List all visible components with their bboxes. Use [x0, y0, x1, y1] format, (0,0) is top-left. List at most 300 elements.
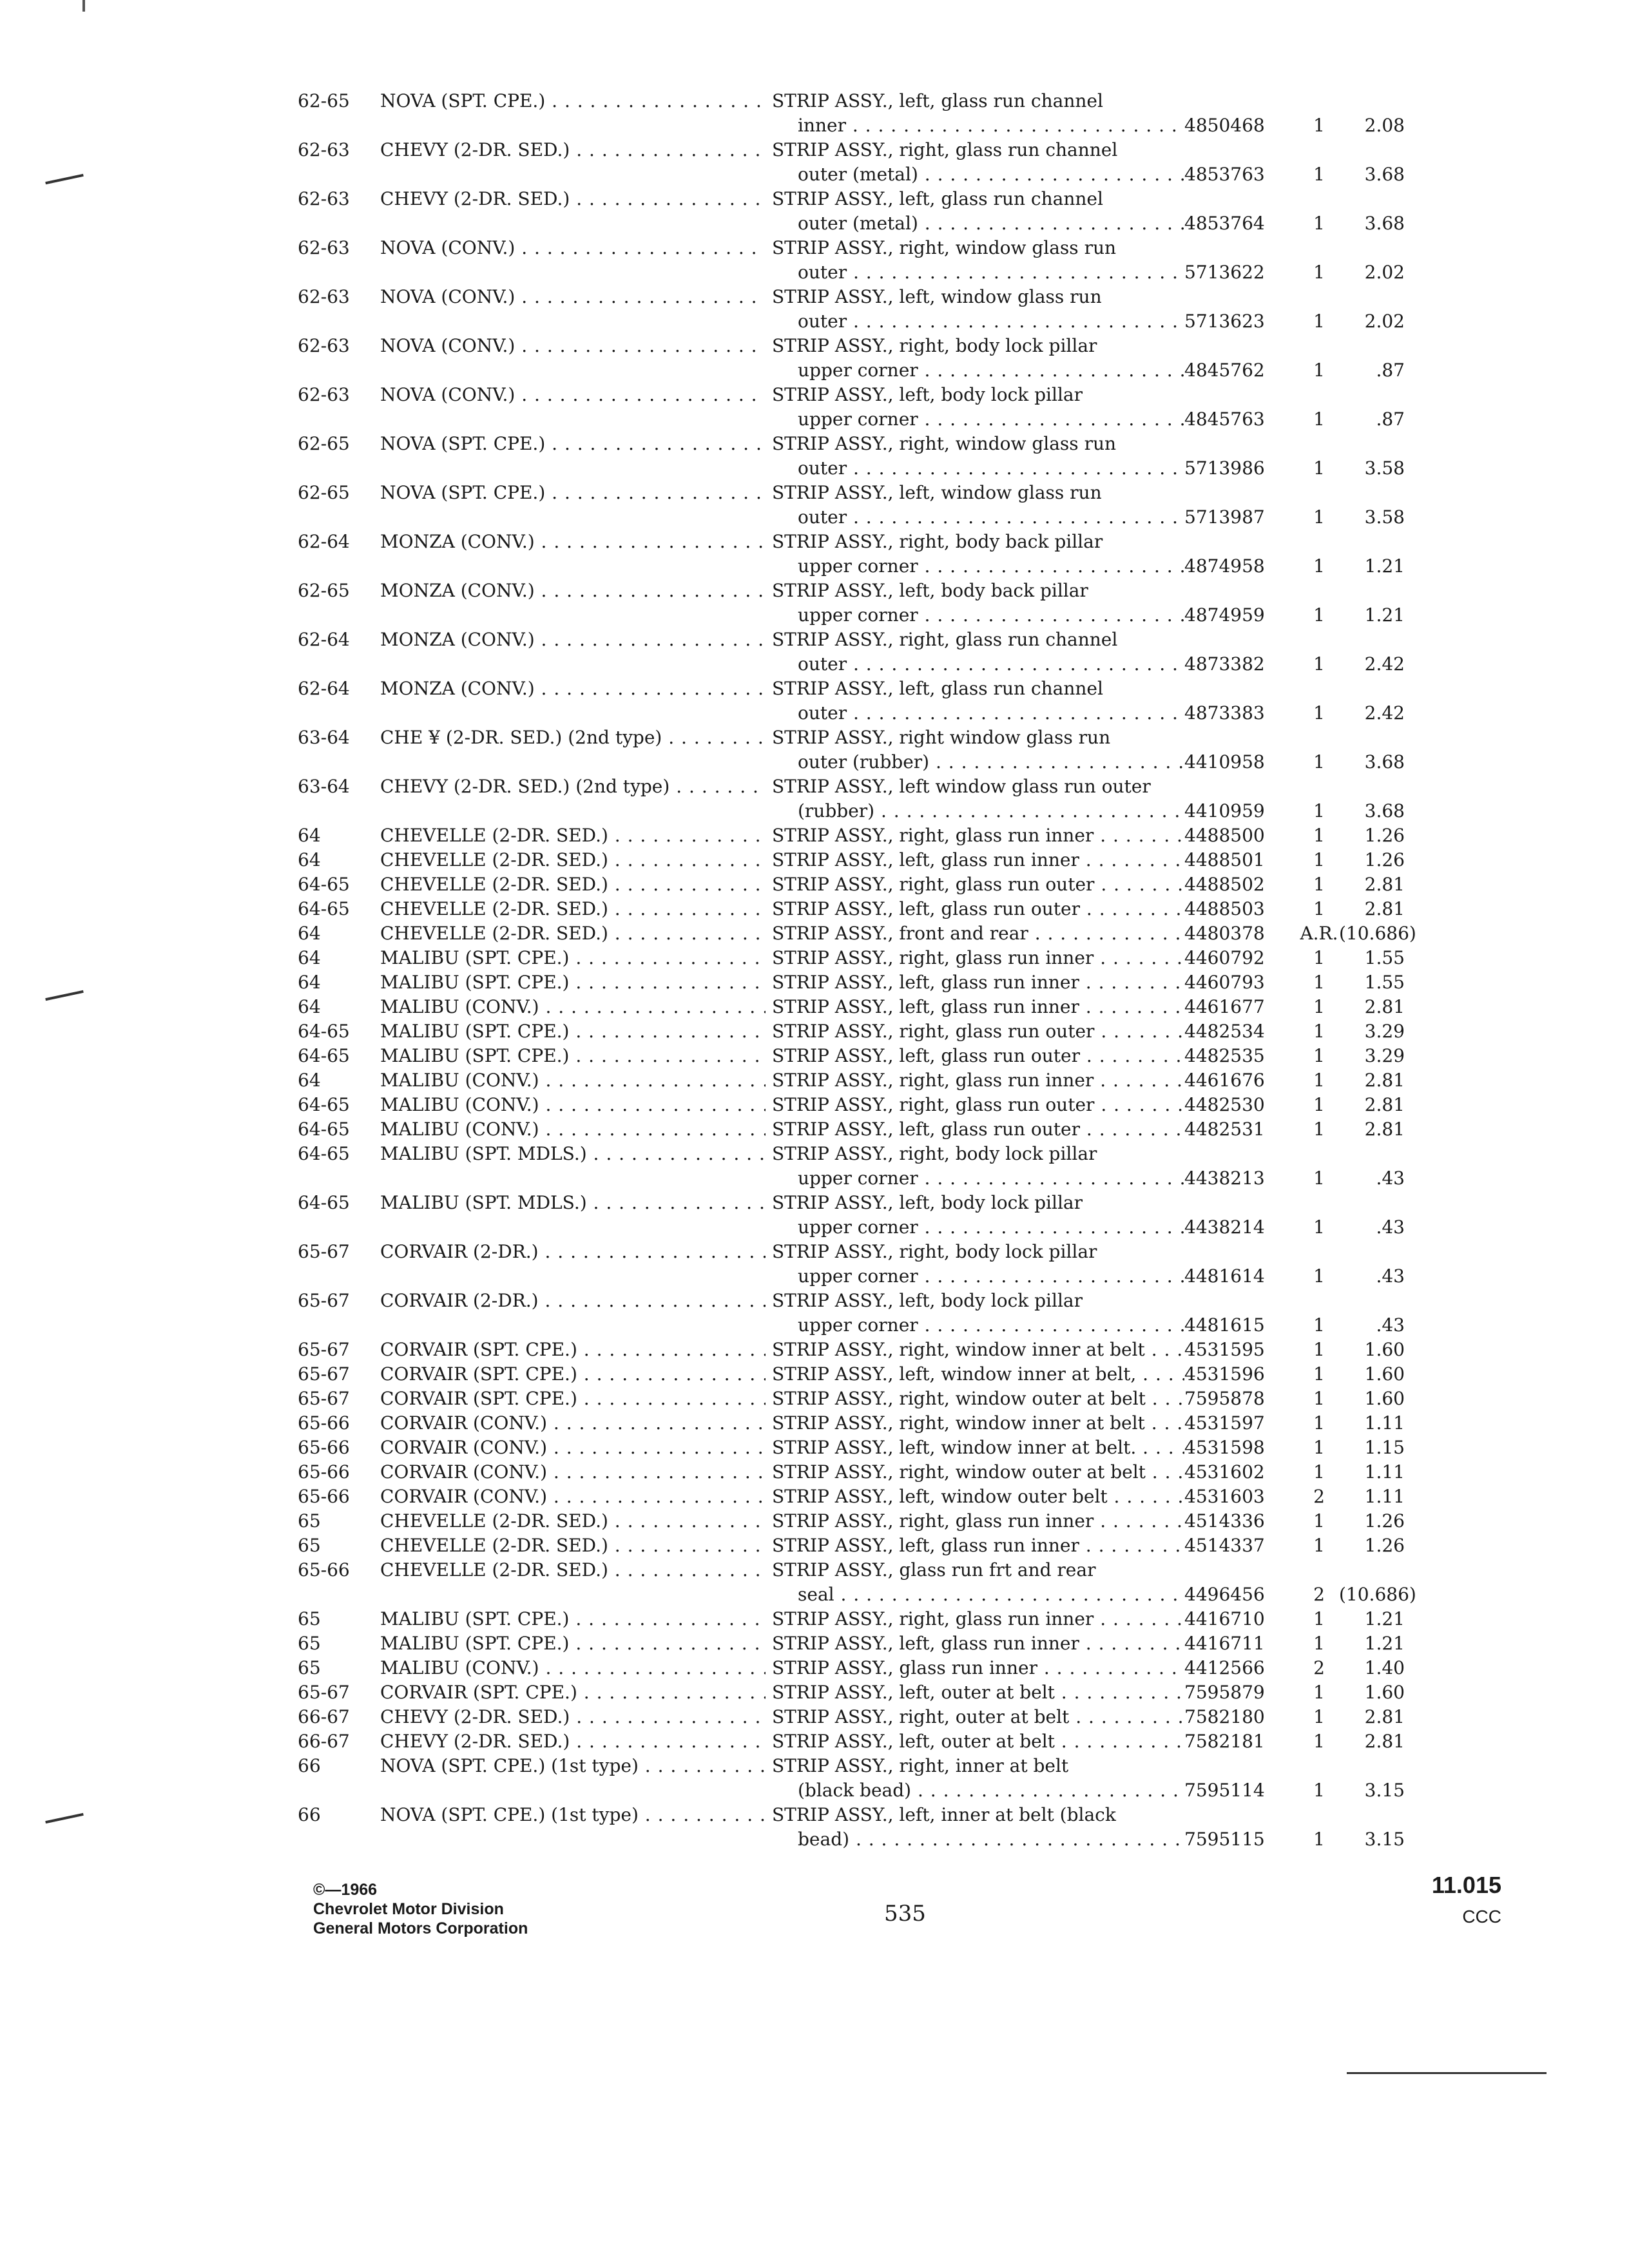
- part-description: [766, 334, 1184, 383]
- part-number: 4438213: [1184, 1168, 1265, 1189]
- quantity: 1: [1313, 408, 1325, 430]
- description-line-1: STRIP ASSY., right, glass run outer . . .: [772, 872, 1184, 897]
- part-description: [766, 1656, 1184, 1680]
- model-years: 62-65: [298, 580, 350, 601]
- description-line-1: STRIP ASSY., left window glass run outer: [772, 776, 1151, 797]
- description-line-1: STRIP ASSY., glass run frt and rear: [772, 1559, 1096, 1581]
- part-description: [766, 236, 1184, 285]
- price: 1.26: [1364, 849, 1405, 870]
- parts-row: [295, 1607, 1526, 1631]
- part-description: [766, 1068, 1184, 1093]
- part-description: [766, 1117, 1184, 1142]
- part-description: [766, 138, 1184, 187]
- description-line-2: outer . . .: [772, 652, 1184, 677]
- quantity: 1: [1313, 1706, 1325, 1727]
- description-line-1: STRIP ASSY., left, body lock pillar: [772, 384, 1083, 405]
- model-years: 64-65: [298, 1192, 350, 1213]
- model-name: MALIBU (SPT. CPE.) . . .: [380, 946, 766, 970]
- part-number: 4850468: [1184, 115, 1265, 136]
- description-line-2: outer (rubber) . . .: [772, 750, 1184, 774]
- model-years: 64: [298, 972, 321, 993]
- part-number: 4514337: [1184, 1535, 1265, 1556]
- parts-row: [295, 1019, 1526, 1044]
- description-line-1: STRIP ASSY., right, glass run outer . . .: [772, 1019, 1184, 1044]
- part-number: 4531603: [1184, 1486, 1265, 1507]
- part-description: [766, 1803, 1184, 1852]
- price: 3.58: [1364, 506, 1405, 528]
- quantity: 1: [1313, 1461, 1325, 1483]
- parts-row: [295, 579, 1526, 628]
- part-number: 7595879: [1184, 1682, 1265, 1703]
- parts-row: [295, 285, 1526, 334]
- model-years: 65-67: [298, 1339, 350, 1360]
- model-years: 62-64: [298, 531, 350, 552]
- part-description: [766, 1631, 1184, 1656]
- model-years: 65-67: [298, 1290, 350, 1311]
- price: 2.81: [1364, 1070, 1405, 1091]
- part-description: [766, 823, 1184, 848]
- description-line-1: STRIP ASSY., right window glass run: [772, 727, 1111, 748]
- part-description: [766, 872, 1184, 897]
- price: .43: [1376, 1314, 1405, 1336]
- part-number: 5713987: [1184, 506, 1265, 528]
- parts-row: [295, 726, 1526, 774]
- price: 3.68: [1364, 164, 1405, 185]
- description-line-2: (black bead) . . .: [772, 1778, 1184, 1803]
- description-line-2: upper corner . . .: [772, 407, 1184, 432]
- model-name: MALIBU (SPT. CPE.) . . .: [380, 1607, 766, 1631]
- model-years: 65-66: [298, 1437, 350, 1458]
- part-description: [766, 946, 1184, 970]
- section-code: 11.015: [1431, 1872, 1501, 1898]
- price: 3.29: [1364, 1045, 1405, 1066]
- quantity: 1: [1313, 1510, 1325, 1532]
- part-number: 4488501: [1184, 849, 1265, 870]
- model-name: MALIBU (CONV.) . . .: [380, 995, 766, 1019]
- part-number: 4531602: [1184, 1461, 1265, 1483]
- publisher-block: [313, 1880, 528, 1938]
- part-number: 7582181: [1184, 1731, 1265, 1752]
- description-line-1: STRIP ASSY., right, body lock pillar: [772, 335, 1097, 356]
- price: 2.81: [1364, 1706, 1405, 1727]
- part-number: 4496456: [1184, 1584, 1265, 1605]
- parts-row: [295, 1631, 1526, 1656]
- quantity: 1: [1313, 1535, 1325, 1556]
- model-years: 63-64: [298, 776, 350, 797]
- price: 1.21: [1364, 604, 1405, 626]
- description-line-1: STRIP ASSY., left, glass run inner . . .: [772, 1533, 1184, 1558]
- description-line-1: STRIP ASSY., left, glass run inner . . .: [772, 848, 1184, 872]
- description-line-1: STRIP ASSY., left, glass run channel: [772, 90, 1103, 111]
- part-description: [766, 995, 1184, 1019]
- part-description: [766, 1387, 1184, 1411]
- price: .43: [1376, 1216, 1405, 1238]
- description-line-1: STRIP ASSY., left, glass run inner . . .: [772, 995, 1184, 1019]
- page-number: 535: [884, 1901, 926, 1927]
- part-number: 4461677: [1184, 996, 1265, 1017]
- price: 1.11: [1364, 1412, 1405, 1434]
- parts-row: [295, 1362, 1526, 1387]
- part-number: 4481614: [1184, 1265, 1265, 1287]
- description-line-1: STRIP ASSY., left, glass run inner . . .: [772, 1631, 1184, 1656]
- part-number: 4482535: [1184, 1045, 1265, 1066]
- description-line-1: STRIP ASSY., right, body lock pillar: [772, 1241, 1097, 1262]
- model-years: 65: [298, 1510, 321, 1532]
- quantity: 1: [1313, 1265, 1325, 1287]
- price: 3.29: [1364, 1021, 1405, 1042]
- parts-row: [295, 946, 1526, 970]
- parts-row: [295, 1509, 1526, 1533]
- model-name: MONZA (CONV.) . . .: [380, 677, 766, 701]
- quantity: 1: [1313, 311, 1325, 332]
- model-years: 65-66: [298, 1412, 350, 1434]
- part-description: [766, 1093, 1184, 1117]
- part-description: [766, 897, 1184, 921]
- model-name: MALIBU (CONV.) . . .: [380, 1068, 766, 1093]
- price: 1.55: [1364, 972, 1405, 993]
- model-name: MALIBU (CONV.) . . .: [380, 1117, 766, 1142]
- part-description: [766, 848, 1184, 872]
- part-description: [766, 1460, 1184, 1485]
- model-name: MONZA (CONV.) . . .: [380, 628, 766, 652]
- quantity: 1: [1313, 800, 1325, 822]
- model-years: 65-66: [298, 1486, 350, 1507]
- division-line: Chevrolet Motor Division: [313, 1900, 504, 1918]
- model-years: 65-66: [298, 1461, 350, 1483]
- part-number: 4480378: [1184, 923, 1265, 944]
- price: 3.15: [1364, 1780, 1405, 1801]
- quantity: 1: [1313, 262, 1325, 283]
- model-name: CORVAIR (CONV.) . . .: [380, 1411, 766, 1436]
- description-line-1: STRIP ASSY., front and rear . . .: [772, 921, 1184, 946]
- model-years: 65-67: [298, 1363, 350, 1385]
- model-name: CHEVY (2-DR. SED.) . . .: [380, 138, 766, 162]
- part-number: 4845762: [1184, 360, 1265, 381]
- part-number: 5713622: [1184, 262, 1265, 283]
- price: 1.15: [1364, 1437, 1405, 1458]
- model-years: 64-65: [298, 1021, 350, 1042]
- description-line-1: STRIP ASSY., left, body lock pillar: [772, 1290, 1083, 1311]
- price: 3.58: [1364, 457, 1405, 479]
- model-name: NOVA (SPT. CPE.) . . .: [380, 89, 766, 113]
- parts-row: [295, 1533, 1526, 1558]
- parts-row: [295, 1093, 1526, 1117]
- parts-table: [295, 89, 1526, 1852]
- part-number: 4531595: [1184, 1339, 1265, 1360]
- model-name: NOVA (CONV.) . . .: [380, 383, 766, 407]
- part-number: 4461676: [1184, 1070, 1265, 1091]
- model-years: 64: [298, 923, 321, 944]
- model-years: 64-65: [298, 1143, 350, 1164]
- model-years: 65-67: [298, 1241, 350, 1262]
- description-line-1: STRIP ASSY., right, glass run inner . . .: [772, 1509, 1184, 1533]
- quantity: 1: [1313, 213, 1325, 234]
- price: 1.11: [1364, 1486, 1405, 1507]
- price: 1.21: [1364, 1608, 1405, 1629]
- parts-row: [295, 897, 1526, 921]
- model-years: 66: [298, 1804, 321, 1825]
- model-name: MALIBU (CONV.) . . .: [380, 1656, 766, 1680]
- parts-row: [295, 1436, 1526, 1460]
- part-description: [766, 1019, 1184, 1044]
- description-line-1: STRIP ASSY., right, inner at belt: [772, 1755, 1069, 1776]
- quantity: 1: [1313, 751, 1325, 773]
- model-years: 64: [298, 1070, 321, 1091]
- description-line-1: STRIP ASSY., left, glass run outer . . .: [772, 897, 1184, 921]
- model-years: 64-65: [298, 1045, 350, 1066]
- parts-row: [295, 1240, 1526, 1289]
- parts-row: [295, 921, 1526, 946]
- quantity: 1: [1313, 1682, 1325, 1703]
- description-line-2: inner . . .: [772, 113, 1184, 138]
- quantity: 1: [1313, 947, 1325, 968]
- model-years: 62-63: [298, 335, 350, 356]
- price: 3.15: [1364, 1829, 1405, 1850]
- parts-row: [295, 1068, 1526, 1093]
- price: 1.21: [1364, 555, 1405, 577]
- price: 1.26: [1364, 1535, 1405, 1556]
- parts-row: [295, 628, 1526, 677]
- part-number: 4416710: [1184, 1608, 1265, 1629]
- part-number: 7595114: [1184, 1780, 1265, 1801]
- part-number: 7595878: [1184, 1388, 1265, 1409]
- quantity: 2: [1313, 1657, 1325, 1678]
- description-line-2: outer (metal) . . .: [772, 211, 1184, 236]
- parts-row: [295, 89, 1526, 138]
- parts-row: [295, 187, 1526, 236]
- model-name: CHEVELLE (2-DR. SED.) . . .: [380, 1533, 766, 1558]
- model-years: 64: [298, 996, 321, 1017]
- quantity: 1: [1313, 1780, 1325, 1801]
- price: 1.21: [1364, 1633, 1405, 1654]
- parts-row: [295, 1705, 1526, 1729]
- model-name: NOVA (SPT. CPE.) (1st type) . . .: [380, 1754, 766, 1778]
- quantity: 1: [1313, 1216, 1325, 1238]
- part-number: 7582180: [1184, 1706, 1265, 1727]
- model-years: 62-63: [298, 286, 350, 307]
- quantity: 1: [1313, 506, 1325, 528]
- description-line-2: outer (metal) . . .: [772, 162, 1184, 187]
- part-description: [766, 1436, 1184, 1460]
- part-number: 5713623: [1184, 311, 1265, 332]
- part-description: [766, 1289, 1184, 1338]
- price: (10.686): [1339, 923, 1416, 944]
- part-description: [766, 921, 1184, 946]
- description-line-2: outer . . .: [772, 260, 1184, 285]
- description-line-1: STRIP ASSY., right, body back pillar: [772, 531, 1103, 552]
- corporation-line: General Motors Corporation: [313, 1919, 528, 1937]
- scan-tick: [82, 0, 85, 12]
- price: (10.686): [1339, 1584, 1416, 1605]
- parts-row: [295, 677, 1526, 726]
- margin-mark: [45, 1813, 84, 1823]
- quantity: 1: [1313, 115, 1325, 136]
- part-number: 4488502: [1184, 874, 1265, 895]
- quantity: 1: [1313, 555, 1325, 577]
- part-number: 4438214: [1184, 1216, 1265, 1238]
- price: .43: [1376, 1265, 1405, 1287]
- description-line-1: STRIP ASSY., left, window outer belt . . .: [772, 1485, 1184, 1509]
- copyright-line: ©—1966: [313, 1881, 378, 1899]
- description-line-2: upper corner . . .: [772, 603, 1184, 628]
- part-description: [766, 1362, 1184, 1387]
- model-name: CORVAIR (SPT. CPE.) . . .: [380, 1387, 766, 1411]
- model-name: CHEVELLE (2-DR. SED.) . . .: [380, 872, 766, 897]
- description-line-2: outer . . .: [772, 701, 1184, 726]
- model-name: NOVA (CONV.) . . .: [380, 285, 766, 309]
- quantity: 1: [1313, 1168, 1325, 1189]
- model-name: MONZA (CONV.) . . .: [380, 579, 766, 603]
- quantity: 1: [1313, 1731, 1325, 1752]
- description-line-1: STRIP ASSY., left, glass run inner . . .: [772, 970, 1184, 995]
- quantity: 1: [1313, 1633, 1325, 1654]
- model-years: 66: [298, 1755, 321, 1776]
- description-line-1: STRIP ASSY., right, glass run inner . . .: [772, 1068, 1184, 1093]
- price: 1.60: [1364, 1682, 1405, 1703]
- description-line-1: STRIP ASSY., glass run inner . . .: [772, 1656, 1184, 1680]
- price: 2.81: [1364, 1094, 1405, 1115]
- quantity: 1: [1313, 1388, 1325, 1409]
- parts-row: [295, 383, 1526, 432]
- description-line-1: STRIP ASSY., right, glass run inner . . .: [772, 823, 1184, 848]
- description-line-2: outer . . .: [772, 505, 1184, 530]
- model-name: MALIBU (SPT. MDLS.) . . .: [380, 1191, 766, 1215]
- model-name: MALIBU (SPT. CPE.) . . .: [380, 1019, 766, 1044]
- quantity: 1: [1313, 1045, 1325, 1066]
- description-line-2: upper corner . . .: [772, 1264, 1184, 1289]
- description-line-2: upper corner . . .: [772, 1313, 1184, 1338]
- description-line-1: STRIP ASSY., left, outer at belt . . .: [772, 1680, 1184, 1705]
- part-number: 4853764: [1184, 213, 1265, 234]
- description-line-1: STRIP ASSY., right, glass run outer . . .: [772, 1093, 1184, 1117]
- description-line-1: STRIP ASSY., left, glass run outer . . .: [772, 1044, 1184, 1068]
- description-line-2: upper corner . . .: [772, 554, 1184, 579]
- part-number: 4845763: [1184, 408, 1265, 430]
- model-name: MONZA (CONV.) . . .: [380, 530, 766, 554]
- model-name: CHE ¥ (2-DR. SED.) (2nd type) . . .: [380, 726, 766, 750]
- description-line-1: STRIP ASSY., left, window inner at belt. . . .: [772, 1436, 1184, 1460]
- model-years: 64-65: [298, 1119, 350, 1140]
- section-subcode: CCC: [1462, 1907, 1501, 1927]
- price: .43: [1376, 1168, 1405, 1189]
- description-line-2: outer . . .: [772, 309, 1184, 334]
- quantity: 1: [1313, 996, 1325, 1017]
- part-description: [766, 1240, 1184, 1289]
- part-number: 4482531: [1184, 1119, 1265, 1140]
- model-name: CORVAIR (CONV.) . . .: [380, 1460, 766, 1485]
- model-years: 62-63: [298, 188, 350, 209]
- quantity: 1: [1313, 653, 1325, 675]
- model-name: MALIBU (SPT. CPE.) . . .: [380, 1044, 766, 1068]
- quantity: 1: [1313, 702, 1325, 724]
- model-years: 62-65: [298, 433, 350, 454]
- part-number: 4460793: [1184, 972, 1265, 993]
- part-number: 4482530: [1184, 1094, 1265, 1115]
- description-line-1: STRIP ASSY., right, body lock pillar: [772, 1143, 1097, 1164]
- price: 2.02: [1364, 262, 1405, 283]
- section-block: [1424, 1872, 1501, 1927]
- parts-row: [295, 1411, 1526, 1436]
- description-line-1: STRIP ASSY., left, window glass run: [772, 482, 1102, 503]
- parts-row: [295, 1754, 1526, 1803]
- description-line-2: bead) . . .: [772, 1827, 1184, 1852]
- model-name: CHEVELLE (2-DR. SED.) . . .: [380, 823, 766, 848]
- part-description: [766, 1754, 1184, 1803]
- model-years: 65: [298, 1608, 321, 1629]
- model-years: 64-65: [298, 874, 350, 895]
- model-name: MALIBU (SPT. CPE.) . . .: [380, 970, 766, 995]
- parts-row: [295, 1558, 1526, 1607]
- model-years: 66-67: [298, 1731, 350, 1752]
- price: 2.08: [1364, 115, 1405, 136]
- model-name: MALIBU (SPT. CPE.) . . .: [380, 1631, 766, 1656]
- quantity: 1: [1313, 457, 1325, 479]
- part-description: [766, 530, 1184, 579]
- model-name: CHEVY (2-DR. SED.) (2nd type) . . .: [380, 774, 766, 799]
- part-description: [766, 187, 1184, 236]
- price: 1.60: [1364, 1363, 1405, 1385]
- price: 2.02: [1364, 311, 1405, 332]
- model-name: MALIBU (CONV.) . . .: [380, 1093, 766, 1117]
- price: 3.68: [1364, 751, 1405, 773]
- description-line-2: seal . . .: [772, 1582, 1184, 1607]
- part-description: [766, 1509, 1184, 1533]
- parts-row: [295, 138, 1526, 187]
- model-years: 65: [298, 1657, 321, 1678]
- quantity: 1: [1313, 360, 1325, 381]
- description-line-1: STRIP ASSY., right, window glass run: [772, 433, 1117, 454]
- scan-line: [1347, 2072, 1547, 2074]
- part-number: 4481615: [1184, 1314, 1265, 1336]
- price: 2.42: [1364, 702, 1405, 724]
- part-description: [766, 383, 1184, 432]
- part-number: 4410959: [1184, 800, 1265, 822]
- price: 1.60: [1364, 1339, 1405, 1360]
- part-description: [766, 1142, 1184, 1191]
- model-name: CHEVELLE (2-DR. SED.) . . .: [380, 921, 766, 946]
- quantity: 1: [1313, 972, 1325, 993]
- part-number: 7595115: [1184, 1829, 1265, 1850]
- model-years: 64-65: [298, 1094, 350, 1115]
- quantity: 1: [1313, 1829, 1325, 1850]
- price: 2.81: [1364, 1119, 1405, 1140]
- model-name: NOVA (SPT. CPE.) (1st type) . . .: [380, 1803, 766, 1827]
- model-years: 62-63: [298, 237, 350, 258]
- parts-row: [295, 774, 1526, 823]
- quantity: 1: [1313, 1021, 1325, 1042]
- parts-row: [295, 970, 1526, 995]
- parts-row: [295, 1485, 1526, 1509]
- quantity: 1: [1313, 1119, 1325, 1140]
- parts-row: [295, 1044, 1526, 1068]
- parts-row: [295, 1387, 1526, 1411]
- description-line-1: STRIP ASSY., right, window glass run: [772, 237, 1117, 258]
- model-years: 63-64: [298, 727, 350, 748]
- model-name: CHEVELLE (2-DR. SED.) . . .: [380, 1509, 766, 1533]
- part-description: [766, 432, 1184, 481]
- part-description: [766, 579, 1184, 628]
- parts-row: [295, 481, 1526, 530]
- part-number: 4416711: [1184, 1633, 1265, 1654]
- model-name: CHEVY (2-DR. SED.) . . .: [380, 1729, 766, 1754]
- parts-row: [295, 1680, 1526, 1705]
- model-name: CHEVELLE (2-DR. SED.) . . .: [380, 848, 766, 872]
- model-name: NOVA (SPT. CPE.) . . .: [380, 432, 766, 456]
- description-line-1: STRIP ASSY., left, window glass run: [772, 286, 1102, 307]
- margin-mark: [45, 990, 84, 1001]
- parts-row: [295, 334, 1526, 383]
- quantity: 1: [1313, 1608, 1325, 1629]
